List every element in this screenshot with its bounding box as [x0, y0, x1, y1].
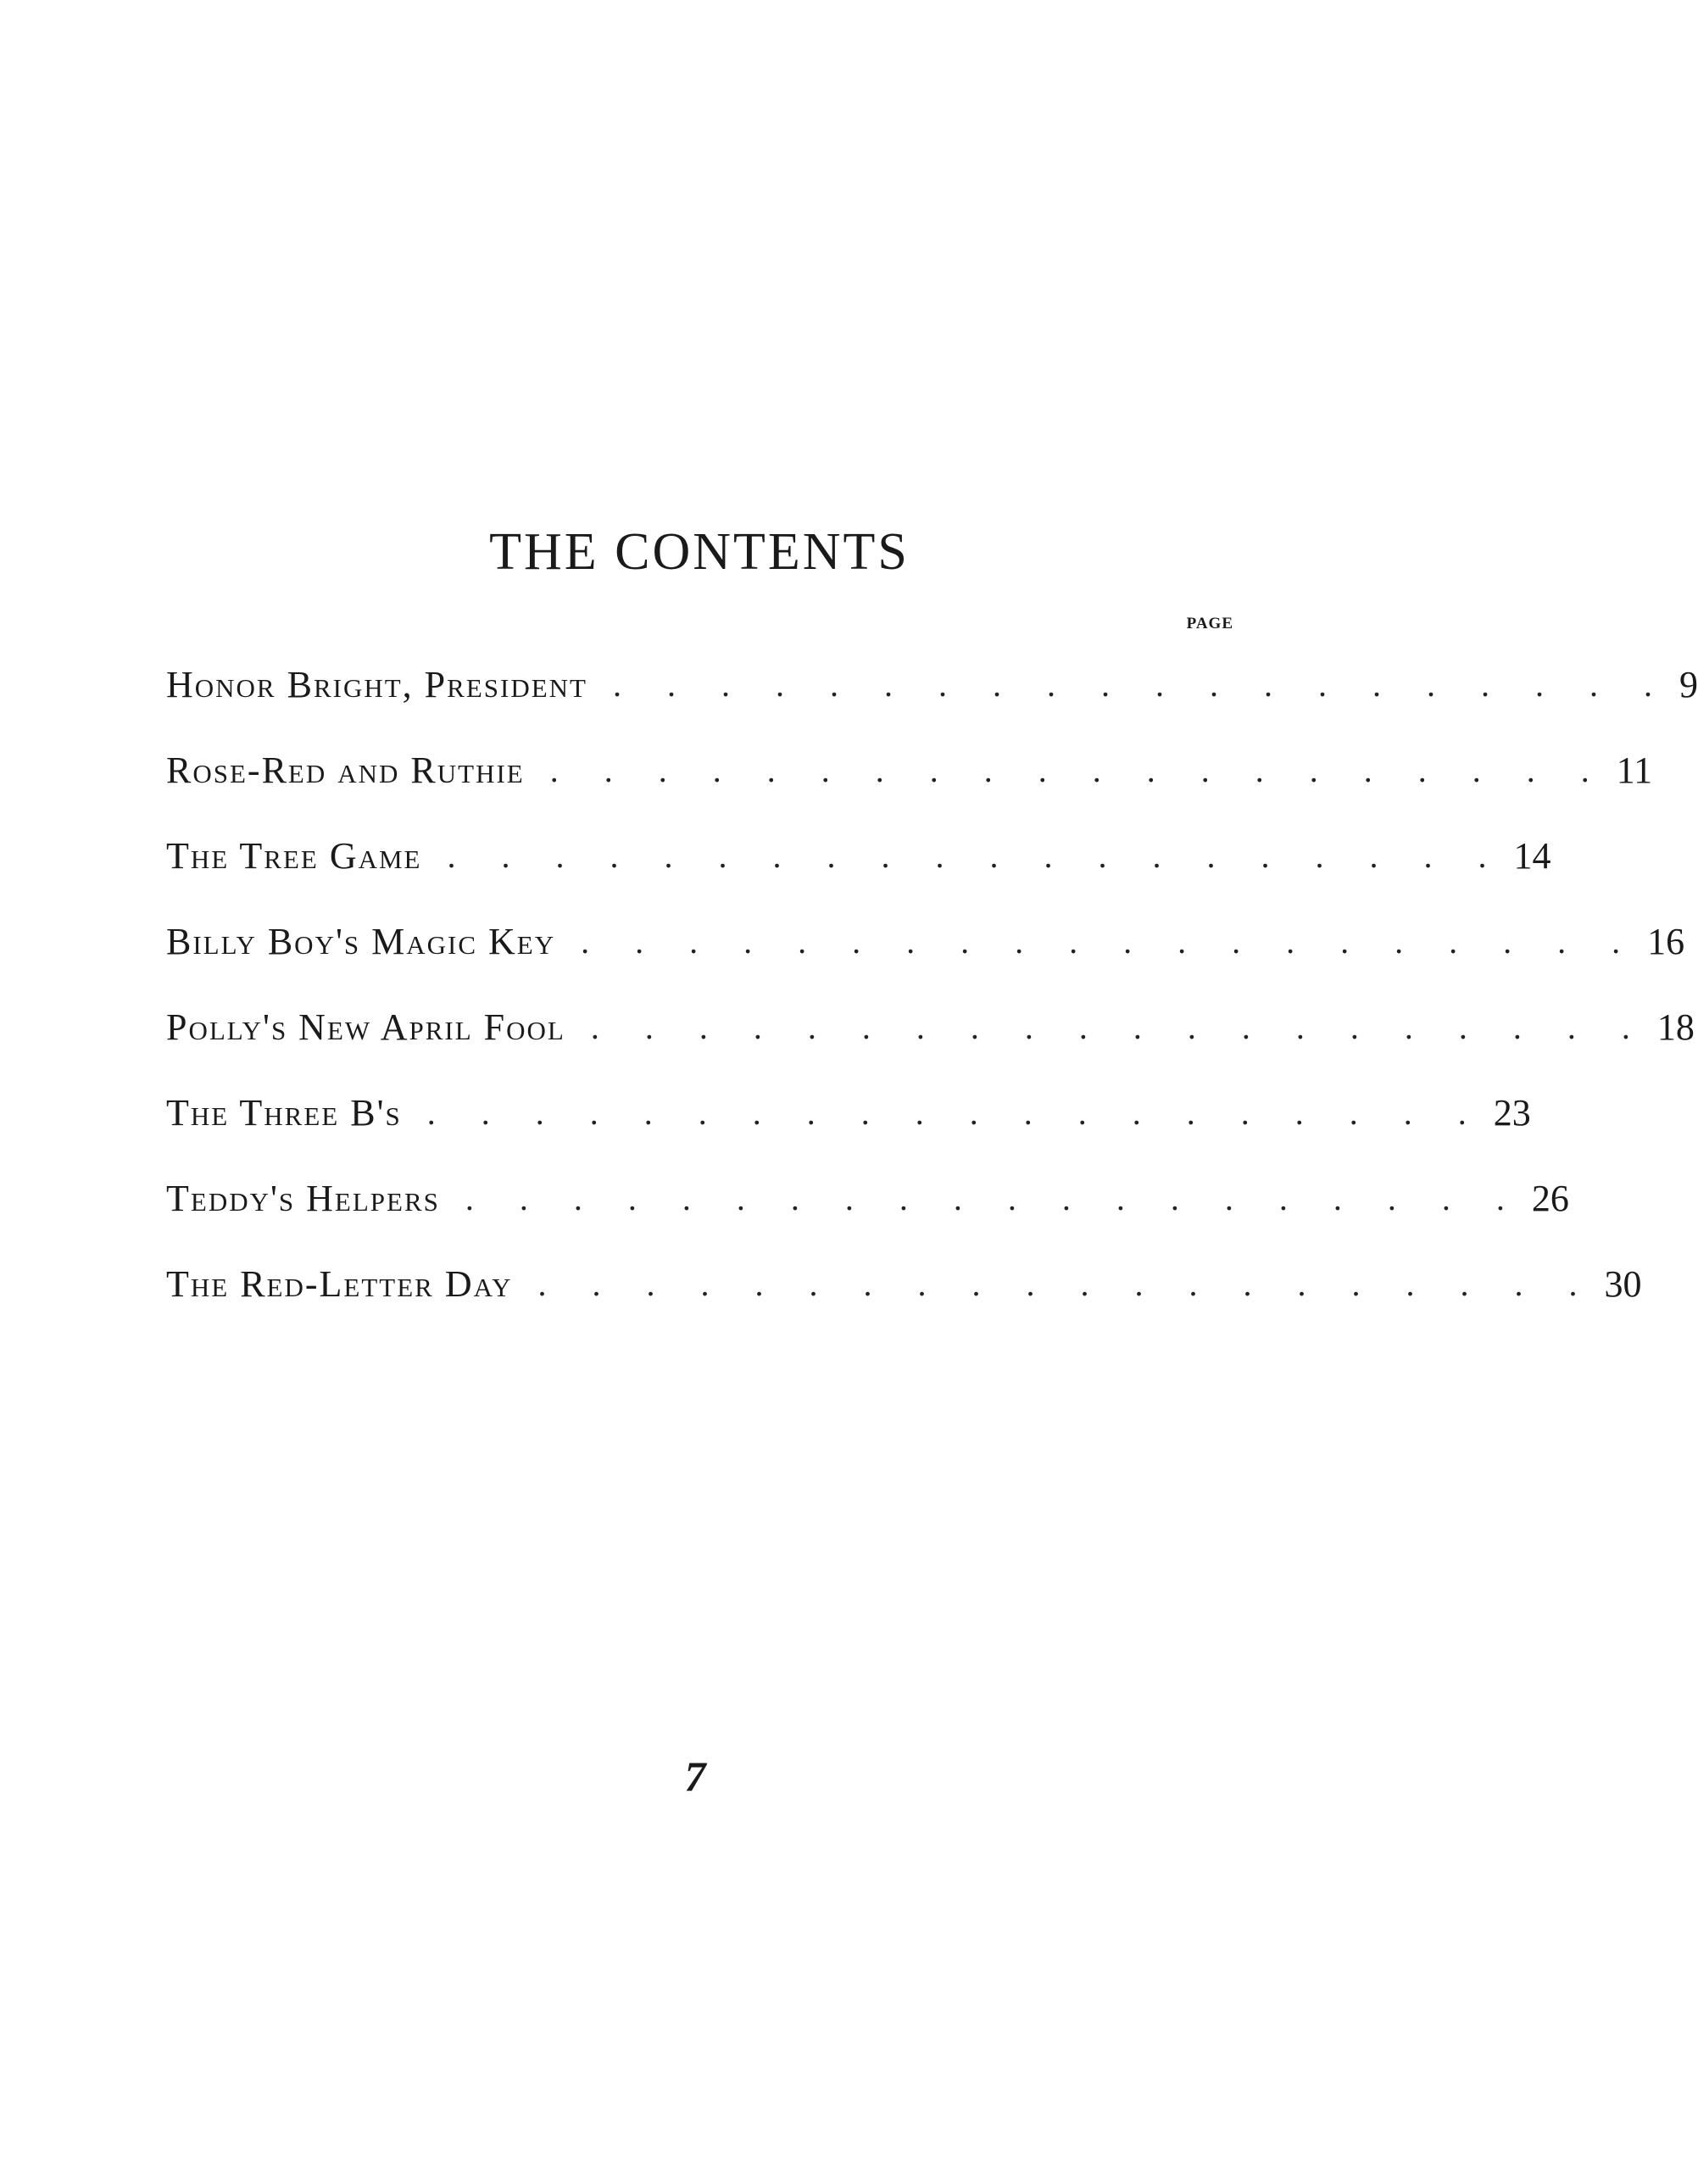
toc-entry-page: 23	[1493, 1091, 1531, 1134]
toc-entry	[166, 813, 1551, 899]
toc-entry-title: Teddy's Helpers	[166, 1177, 440, 1219]
dot-leader: . . . . . . . . . . . . . . . . . . . .	[549, 750, 1608, 789]
dot-leader: . . . . . . . . . . . . . . . . . . . .	[447, 836, 1506, 875]
toc-entry-title: Rose-Red and Ruthie	[166, 749, 525, 791]
page-number: 7	[684, 1752, 706, 1800]
toc-entry	[166, 1241, 1642, 1327]
dot-leader: . . . . . . . . . . . . . . . . . . . .	[590, 1007, 1649, 1046]
toc-entry-title: Billy Boy's Magic Key	[166, 920, 556, 962]
dot-leader: . . . . . . . . . . . . . . . . . . . .	[612, 665, 1671, 704]
dot-leader: . . . . . . . . . . . . . . . . . . . .	[465, 1178, 1523, 1217]
toc-entry	[166, 899, 1685, 984]
table-of-contents	[166, 642, 1698, 1327]
dot-leader: . . . . . . . . . . . . . . . . . . . .	[581, 922, 1640, 961]
toc-entry	[166, 642, 1698, 727]
toc-entry-page: 18	[1656, 1006, 1695, 1048]
toc-entry-title: Honor Bright, President	[166, 663, 587, 705]
toc-entry-title: The Three B's	[166, 1091, 402, 1134]
toc-entry	[166, 727, 1653, 813]
toc-entry	[166, 984, 1695, 1070]
page-title: THE CONTENTS	[489, 522, 910, 581]
toc-entry-page: 14	[1513, 834, 1551, 877]
toc-entry-page: 11	[1616, 749, 1653, 791]
toc-entry-page: 30	[1604, 1262, 1642, 1305]
toc-entry	[166, 1070, 1531, 1156]
toc-entry-title: Polly's New April Fool	[166, 1006, 565, 1048]
toc-entry-title: The Tree Game	[166, 834, 422, 877]
dot-leader: . . . . . . . . . . . . . . . . . . . .	[426, 1093, 1485, 1132]
toc-entry-title: The Red-Letter Day	[166, 1262, 513, 1305]
toc-entry-page: 16	[1647, 920, 1685, 962]
toc-entry	[166, 1156, 1569, 1241]
toc-entry-page: 9	[1679, 663, 1698, 705]
toc-entry-page: 26	[1531, 1177, 1569, 1219]
dot-leader: . . . . . . . . . . . . . . . . . . . .	[537, 1264, 1596, 1303]
page-column-label: PAGE	[1186, 615, 1233, 632]
